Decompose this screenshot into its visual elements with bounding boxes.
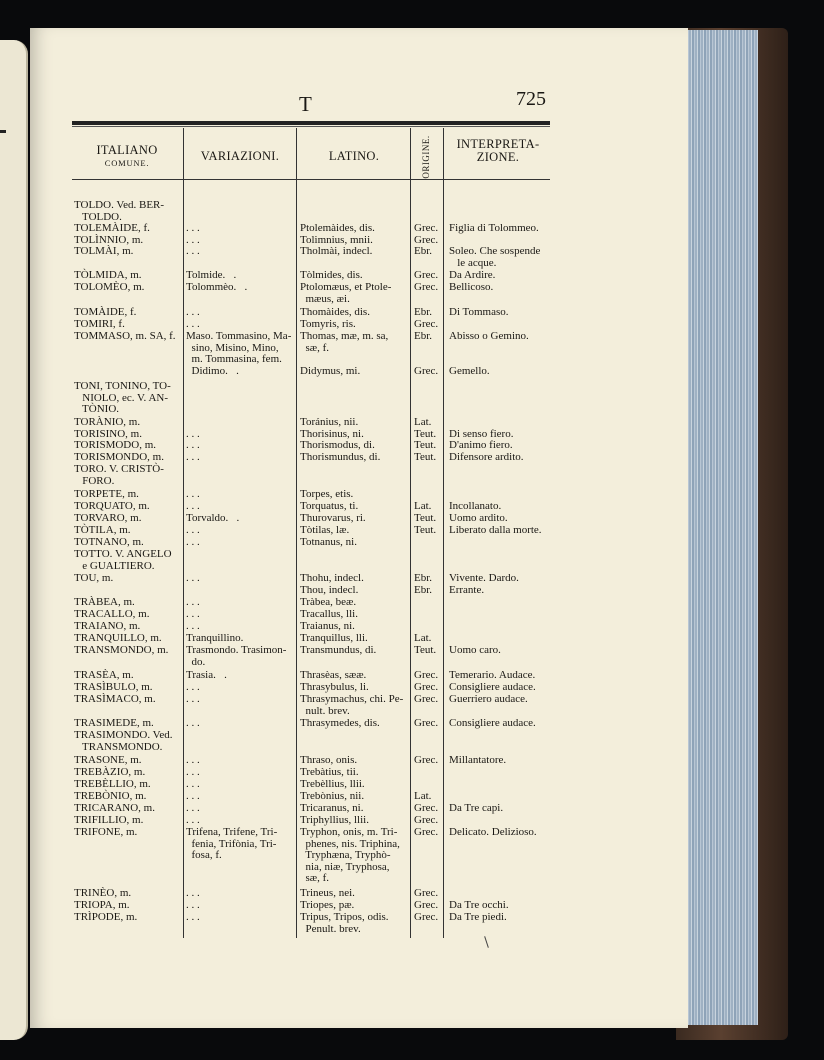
cell-latino: Thomas, mæ, m. sa, sæ, f. bbox=[300, 330, 389, 354]
cell-interpretazione: Temerario. Audace. bbox=[449, 669, 536, 681]
cell-italiano: TOLOMÈO, m. bbox=[74, 281, 145, 293]
cell-latino: Toránius, nii. bbox=[300, 416, 359, 428]
cell-variazioni: . . . bbox=[186, 790, 200, 802]
cell-origine: Teut. bbox=[414, 524, 437, 536]
cell-italiano: TRIFILLIO, m. bbox=[74, 814, 144, 826]
header-italiano-label: ITALIANO bbox=[96, 143, 158, 157]
cell-italiano: TRASIMONDO. Ved. TRANSMONDO. bbox=[74, 729, 173, 753]
cell-variazioni: Tolmide. . bbox=[186, 269, 237, 281]
cell-italiano: TOMÀIDE, f. bbox=[74, 306, 137, 318]
cell-variazioni: . . . bbox=[186, 234, 200, 246]
header-top-rule-thin bbox=[72, 126, 550, 127]
cell-italiano: TOLDO. Ved. BER- TOLDO. bbox=[74, 199, 165, 223]
cell-italiano: TRASONE, m. bbox=[74, 754, 142, 766]
cell-origine: Ebr. bbox=[414, 572, 433, 584]
cell-italiano: TOLEMÀIDE, f. bbox=[74, 222, 150, 234]
cell-origine: Lat. bbox=[414, 790, 432, 802]
cell-latino: Totnanus, ni. bbox=[300, 536, 357, 548]
cell-origine: Grec. bbox=[414, 234, 439, 246]
cell-variazioni: . . . bbox=[186, 887, 200, 899]
cell-variazioni: Trasia. . bbox=[186, 669, 227, 681]
cell-origine: Grec. bbox=[414, 826, 439, 838]
column-divider bbox=[443, 128, 444, 938]
cell-variazioni: . . . bbox=[186, 536, 200, 548]
cell-interpretazione: Vivente. Dardo. bbox=[449, 572, 519, 584]
cell-interpretazione: Uomo caro. bbox=[449, 644, 501, 656]
cell-origine: Grec. bbox=[414, 693, 439, 705]
cell-latino: Trebèllius, llii. bbox=[300, 778, 365, 790]
cell-latino: Tranquillus, lli. bbox=[300, 632, 368, 644]
cell-origine: Grec. bbox=[414, 899, 439, 911]
cell-origine: Grec. bbox=[414, 681, 439, 693]
cell-italiano: TOMIRI, f. bbox=[74, 318, 125, 330]
cell-italiano: TOMMASO, m. SA, f. bbox=[74, 330, 176, 342]
cell-origine: Lat. bbox=[414, 416, 432, 428]
cell-latino: Thohu, indecl. bbox=[300, 572, 364, 584]
header-interpretazione: INTERPRETA- ZIONE. bbox=[456, 137, 540, 164]
cell-italiano: TRIFONE, m. bbox=[74, 826, 138, 838]
header-italiano-sub: COMUNE. bbox=[104, 158, 150, 168]
cell-italiano: TOTTO. V. ANGELO e GUALTIERO. bbox=[74, 548, 172, 572]
cell-italiano: TÒTILA, m. bbox=[74, 524, 131, 536]
cell-latino: Thrasèas, sææ. bbox=[300, 669, 367, 681]
cell-variazioni: Maso. Tommasino, Ma- sino, Misino, Mino, m. Tommasina, fem. bbox=[186, 330, 292, 365]
cell-italiano: TORQUATO, m. bbox=[74, 500, 150, 512]
cell-variazioni: . . . bbox=[186, 222, 200, 234]
cell-latino: Tracallus, lli. bbox=[300, 608, 358, 620]
cell-italiano: TRANQUILLO, m. bbox=[74, 632, 162, 644]
cell-origine: Grec. bbox=[414, 754, 439, 766]
cell-italiano: TORÀNIO, m. bbox=[74, 416, 141, 428]
cell-italiano: TONI, TONINO, TO- NIOLO, ec. V. AN- TÒNIO. bbox=[74, 380, 171, 415]
header-variazioni: VARIAZIONI. bbox=[200, 149, 280, 163]
cell-italiano: TÒLMIDA, m. bbox=[74, 269, 142, 281]
cell-latino: Tràbea, beæ. bbox=[300, 596, 357, 608]
cell-latino: Thomàides, dis. bbox=[300, 306, 370, 318]
cell-variazioni: . . . bbox=[186, 488, 200, 500]
cell-variazioni: . . . bbox=[186, 306, 200, 318]
cell-variazioni: Trasmondo. Trasimon- do. bbox=[186, 644, 287, 668]
cell-latino: Tolimnius, mnii. bbox=[300, 234, 373, 246]
cell-italiano: TORISMODO, m. bbox=[74, 439, 157, 451]
cell-interpretazione: Da Tre piedi. bbox=[449, 911, 507, 923]
cell-latino: Thraso, onis. bbox=[300, 754, 358, 766]
cell-latino: Tryphon, onis, m. Tri- phenes, nis. Triphina, Tryphæna, Tryphò- nia, niæ, Tryphosa, sæ, f. bbox=[300, 826, 400, 884]
cell-variazioni: Tranquillino. bbox=[186, 632, 244, 644]
header-top-rule bbox=[72, 121, 550, 125]
cell-interpretazione: Da Tre capi. bbox=[449, 802, 504, 814]
cell-latino: Thorismundus, di. bbox=[300, 451, 381, 463]
cell-italiano: TRICARANO, m. bbox=[74, 802, 155, 814]
header-italiano bbox=[76, 144, 178, 170]
cell-italiano: TORISINO, m. bbox=[74, 428, 142, 440]
cell-origine: Grec. bbox=[414, 269, 439, 281]
cell-italiano: TRASIMEDE, m. bbox=[74, 717, 154, 729]
page-block-edge bbox=[680, 30, 758, 1025]
cell-origine: Grec. bbox=[414, 911, 439, 923]
cell-origine: Ebr. bbox=[414, 245, 433, 257]
cell-origine: Grec. bbox=[414, 669, 439, 681]
header-origine bbox=[414, 134, 438, 180]
cell-interpretazione: Incollanato. bbox=[449, 500, 502, 512]
cell-variazioni: Tolommèo. . bbox=[186, 281, 248, 293]
cell-interpretazione: Da Ardire. bbox=[449, 269, 496, 281]
cell-latino: Trebònius, nii. bbox=[300, 790, 365, 802]
cell-origine: Lat. bbox=[414, 632, 432, 644]
cell-interpretazione: Di senso fiero. bbox=[449, 428, 514, 440]
cell-italiano: TOLMÀI, m. bbox=[74, 245, 134, 257]
cell-origine: Lat. bbox=[414, 500, 432, 512]
cell-variazioni: . . . bbox=[186, 428, 200, 440]
cell-latino: Traianus, ni. bbox=[300, 620, 355, 632]
cell-variazioni: . . . bbox=[186, 451, 200, 463]
header-latino: LATINO. bbox=[328, 149, 380, 163]
column-divider bbox=[410, 128, 411, 938]
cell-italiano: TRACALLO, m. bbox=[74, 608, 150, 620]
column-divider bbox=[183, 128, 184, 938]
header-origine-label: ORIGINE. bbox=[421, 135, 431, 179]
cell-italiano: TORPETE, m. bbox=[74, 488, 139, 500]
cell-variazioni: . . . bbox=[186, 717, 200, 729]
cell-italiano: TREBÒNIO, m. bbox=[74, 790, 147, 802]
cell-italiano: TORVARO, m. bbox=[74, 512, 142, 524]
page-number: 725 bbox=[516, 88, 546, 110]
cell-latino: Thrasybulus, li. bbox=[300, 681, 369, 693]
cell-interpretazione: Figlia di Tolommeo. bbox=[449, 222, 539, 234]
cell-latino: Transmundus, di. bbox=[300, 644, 377, 656]
cell-italiano: TRANSMONDO, m. bbox=[74, 644, 169, 656]
cell-origine: Teut. bbox=[414, 428, 437, 440]
cell-latino: Tripus, Tripos, odis. Penult. brev. bbox=[300, 911, 389, 935]
cell-origine: Grec. bbox=[414, 802, 439, 814]
cell-latino: Ptolomæus, et Ptole- mæus, æi. bbox=[300, 281, 392, 305]
cell-latino: Thou, indecl. bbox=[300, 584, 359, 596]
cell-origine: Grec. bbox=[414, 318, 439, 330]
cell-origine: Ebr. bbox=[414, 306, 433, 318]
cell-latino: Thorisinus, ni. bbox=[300, 428, 364, 440]
cell-italiano: TORO. V. CRISTÒ- FORO. bbox=[74, 463, 164, 487]
cell-origine: Grec. bbox=[414, 887, 439, 899]
cell-origine: Grec. bbox=[414, 281, 439, 293]
cell-latino: Thorismodus, di. bbox=[300, 439, 375, 451]
cell-italiano: TOTNANO, m. bbox=[74, 536, 144, 548]
cell-interpretazione: Consigliere audace. bbox=[449, 717, 536, 729]
cell-variazioni: . . . bbox=[186, 439, 200, 451]
cell-origine: Ebr. bbox=[414, 584, 433, 596]
cell-interpretazione: Guerriero audace. bbox=[449, 693, 528, 705]
cell-variazioni: . . . bbox=[186, 802, 200, 814]
cell-italiano: TRÀBEA, m. bbox=[74, 596, 135, 608]
cell-latino: Trebàtius, tii. bbox=[300, 766, 359, 778]
cell-variazioni: . . . bbox=[186, 681, 200, 693]
cell-latino: Torpes, etis. bbox=[300, 488, 354, 500]
cell-variazioni: . . . bbox=[186, 318, 200, 330]
cell-variazioni: . . . bbox=[186, 766, 200, 778]
cell-latino: Triopes, pæ. bbox=[300, 899, 355, 911]
cell-latino: Thrasymachus, chi. Pe- nult. brev. bbox=[300, 693, 404, 717]
cell-latino: Thrasymedes, dis. bbox=[300, 717, 380, 729]
cell-variazioni: Torvaldo. . bbox=[186, 512, 240, 524]
column-divider bbox=[296, 128, 297, 938]
cell-interpretazione: Millantatore. bbox=[449, 754, 507, 766]
left-page-mark bbox=[0, 130, 6, 133]
cell-variazioni: Trifena, Trifene, Tri- fenia, Trifònia, Tri- fosa, f. bbox=[186, 826, 278, 861]
cell-origine: Ebr. bbox=[414, 330, 433, 342]
cell-interpretazione: Consigliere audace. bbox=[449, 681, 536, 693]
cell-variazioni: . . . bbox=[186, 500, 200, 512]
cell-variazioni: . . . bbox=[186, 814, 200, 826]
cell-variazioni: . . . bbox=[186, 572, 200, 584]
cell-latino: Tholmài, indecl. bbox=[300, 245, 373, 257]
cell-latino: Tòtilas, læ. bbox=[300, 524, 350, 536]
cell-interpretazione: Delicato. Delizioso. bbox=[449, 826, 537, 838]
cell-interpretazione: Errante. bbox=[449, 584, 485, 596]
cell-origine: Grec. bbox=[414, 365, 439, 377]
cell-italiano: TRÌPODE, m. bbox=[74, 911, 138, 923]
cell-italiano: TORISMONDO, m. bbox=[74, 451, 164, 463]
cell-interpretazione: Abisso o Gemino. bbox=[449, 330, 529, 342]
cell-variazioni: . . . bbox=[186, 524, 200, 536]
cell-interpretazione: Difensore ardito. bbox=[449, 451, 524, 463]
cell-variazioni: . . . bbox=[186, 245, 200, 257]
cell-origine: Grec. bbox=[414, 717, 439, 729]
cell-latino: Ptolemàides, dis. bbox=[300, 222, 375, 234]
cell-latino: Torquatus, ti. bbox=[300, 500, 359, 512]
cell-variazioni: . . . bbox=[186, 608, 200, 620]
cell-italiano: TRASÈA, m. bbox=[74, 669, 134, 681]
cell-latino: Tòlmides, dis. bbox=[300, 269, 363, 281]
cell-origine: Grec. bbox=[414, 222, 439, 234]
cell-latino: Tricaranus, ni. bbox=[300, 802, 364, 814]
cell-italiano: TOU, m. bbox=[74, 572, 114, 584]
cell-variazioni: . . . bbox=[186, 596, 200, 608]
cell-italiano: TRASÌBULO, m. bbox=[74, 681, 153, 693]
cell-interpretazione: Bellicoso. bbox=[449, 281, 494, 293]
cell-variazioni: . . . bbox=[186, 693, 200, 705]
cell-variazioni: . . . bbox=[186, 911, 200, 923]
cell-interpretazione: D'animo fiero. bbox=[449, 439, 513, 451]
cell-latino: Tomyris, ris. bbox=[300, 318, 356, 330]
cell-italiano: TREBÈLLIO, m. bbox=[74, 778, 151, 790]
cell-latino: Trineus, nei. bbox=[300, 887, 355, 899]
cell-italiano: TRIOPA, m. bbox=[74, 899, 130, 911]
cell-origine: Teut. bbox=[414, 439, 437, 451]
cell-variazioni: Didimo. . bbox=[186, 365, 239, 377]
section-letter: T bbox=[299, 92, 312, 116]
cell-italiano: TREBÀZIO, m. bbox=[74, 766, 146, 778]
cell-interpretazione: Liberato dalla morte. bbox=[449, 524, 542, 536]
cell-italiano: TRINÈO, m. bbox=[74, 887, 132, 899]
cell-interpretazione: Gemello. bbox=[449, 365, 490, 377]
cell-interpretazione: Uomo ardito. bbox=[449, 512, 508, 524]
cell-origine: Grec. bbox=[414, 814, 439, 826]
cell-italiano: TOLÌNNIO, m. bbox=[74, 234, 144, 246]
cell-origine: Teut. bbox=[414, 451, 437, 463]
cell-italiano: TRASÌMACO, m. bbox=[74, 693, 156, 705]
cell-interpretazione: Soleo. Che sospende le acque. bbox=[449, 245, 541, 269]
cell-variazioni: . . . bbox=[186, 778, 200, 790]
left-page-edge bbox=[0, 40, 28, 1040]
cell-latino: Triphyllius, llii. bbox=[300, 814, 369, 826]
cell-variazioni: . . . bbox=[186, 899, 200, 911]
cell-variazioni: . . . bbox=[186, 754, 200, 766]
cell-variazioni: . . . bbox=[186, 620, 200, 632]
cell-origine: Teut. bbox=[414, 512, 437, 524]
cell-origine: Teut. bbox=[414, 644, 437, 656]
cell-latino: Didymus, mi. bbox=[300, 365, 361, 377]
cell-interpretazione: Di Tommaso. bbox=[449, 306, 509, 318]
cell-interpretazione: Da Tre occhi. bbox=[449, 899, 509, 911]
header-bottom-rule bbox=[72, 179, 550, 180]
cell-latino: Thurovarus, ri. bbox=[300, 512, 366, 524]
cell-italiano: TRAIANO, m. bbox=[74, 620, 141, 632]
